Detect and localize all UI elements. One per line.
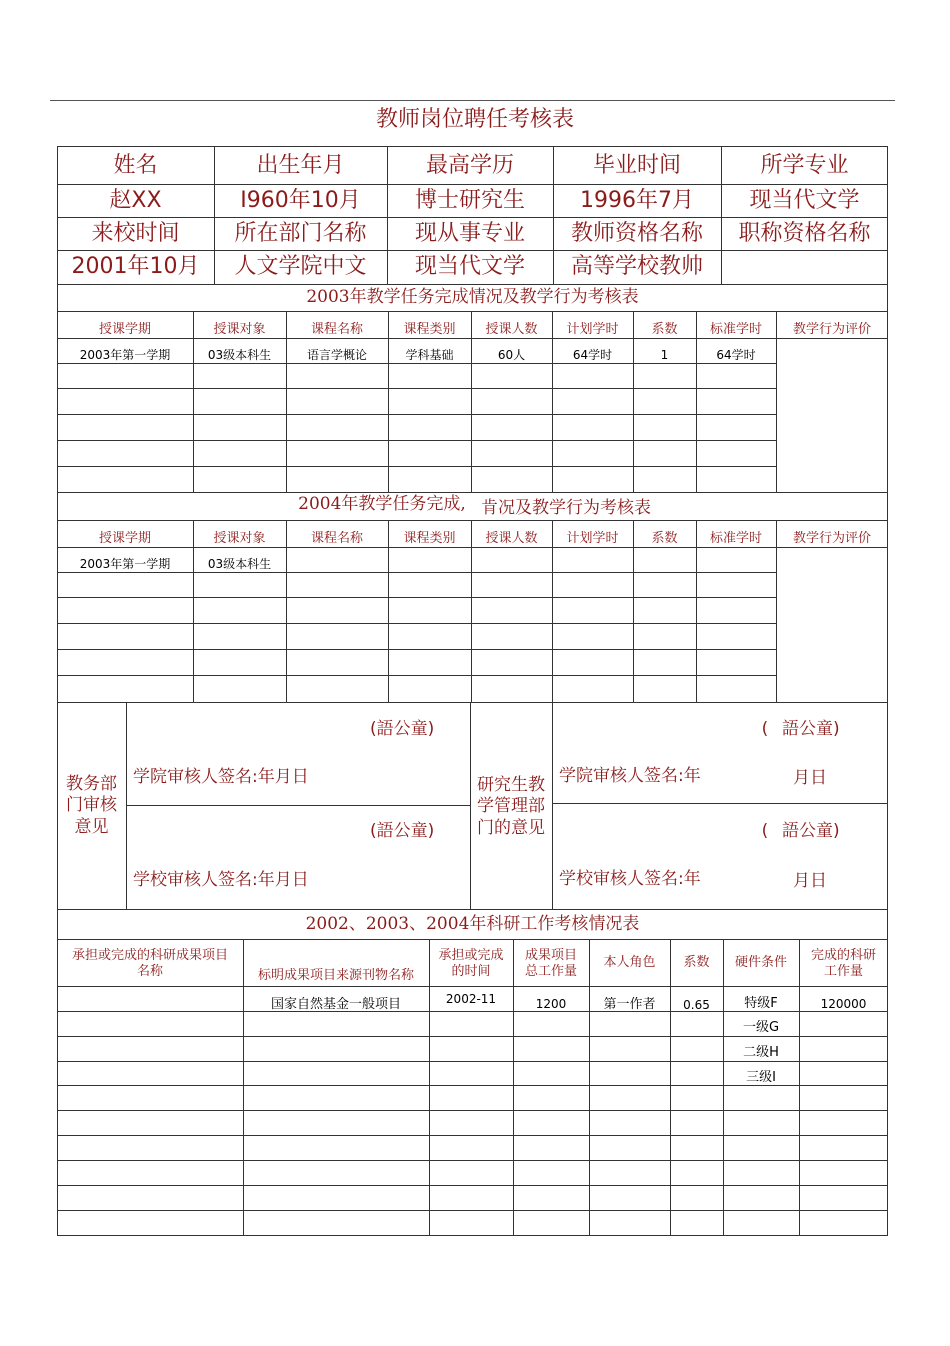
header-name: 姓名 bbox=[113, 152, 158, 178]
academic-affairs-label-line2: 门审核 bbox=[66, 795, 117, 816]
t03-row1-category: 学科基础 bbox=[405, 347, 454, 362]
t04-header-semester: 授课学期 bbox=[98, 530, 151, 546]
left-college-seal: (語公童) bbox=[370, 719, 435, 740]
research-row1-time: 2002-11 bbox=[445, 991, 497, 1006]
value-department: 人文学院中文 bbox=[234, 254, 367, 280]
t03-row1-course: 语言学概论 bbox=[306, 347, 367, 362]
research-row1-hardware: 特级F bbox=[744, 995, 778, 1011]
right-college-seal: 語公童) bbox=[782, 719, 840, 740]
header-graduation: 毕业时间 bbox=[592, 152, 681, 178]
graduate-office-label bbox=[470, 768, 552, 846]
t04-row1-semester: 2003年第一学期 bbox=[79, 556, 171, 571]
header-degree: 最高学历 bbox=[425, 152, 514, 178]
t04-row1-audience: 03级本科生 bbox=[207, 556, 272, 571]
t03-header-category: 课程类别 bbox=[403, 321, 456, 337]
t04-header-course: 课程名称 bbox=[310, 530, 363, 546]
t04-header-standard-hours: 标准学时 bbox=[709, 530, 762, 546]
research-header-source: 标明成果项目来源刊物名称 bbox=[257, 967, 414, 983]
value-major: 现当代文学 bbox=[749, 187, 860, 213]
t03-header-audience: 授课对象 bbox=[213, 321, 266, 337]
right-school-seal-open: ( bbox=[761, 821, 769, 842]
t03-row1-audience: 03级本科生 bbox=[207, 347, 272, 362]
research-header-workload bbox=[513, 944, 589, 984]
t03-header-semester: 授课学期 bbox=[98, 321, 151, 337]
value-title-qualification bbox=[721, 250, 888, 284]
right-school-signature: 学校审核人签名:年 bbox=[559, 869, 701, 890]
top-rule bbox=[50, 100, 895, 101]
t03-header-coefficient: 系数 bbox=[651, 321, 678, 337]
research-header-project bbox=[57, 944, 243, 984]
t03-header-planned-hours: 计划学时 bbox=[566, 321, 619, 337]
teaching-2004-title-a: 2004年教学任务完成, bbox=[298, 494, 466, 515]
t03-row1-coefficient: 1 bbox=[660, 347, 669, 362]
right-college-seal-open: ( bbox=[761, 719, 769, 740]
left-school-seal: (語公童) bbox=[370, 821, 435, 842]
academic-affairs-label bbox=[57, 768, 126, 844]
research-header-time bbox=[429, 944, 513, 984]
header-join-date: 来校时间 bbox=[91, 220, 180, 246]
research-row1-source: 国家自然基金一般项目 bbox=[270, 996, 401, 1012]
value-graduation: 1996年7月 bbox=[580, 187, 694, 213]
research-header-workload-line1: 成果项目 bbox=[524, 947, 577, 963]
research-row1-completed: 120000 bbox=[820, 996, 867, 1011]
t04-header-audience: 授课对象 bbox=[213, 530, 266, 546]
research-header-role: 本人角色 bbox=[603, 954, 656, 970]
header-current-field: 现从事专业 bbox=[414, 220, 525, 246]
t04-header-category: 课程类别 bbox=[403, 530, 456, 546]
t03-header-standard-hours: 标准学时 bbox=[709, 321, 762, 337]
graduate-office-label-line3: 门的意见 bbox=[477, 817, 545, 838]
value-teacher-qualification: 高等学校教帅 bbox=[570, 254, 703, 280]
value-join-date: 2001年10月 bbox=[71, 254, 200, 280]
research-header-project-line1: 承担或完成的科研成果项目 bbox=[71, 947, 228, 963]
t03-header-evaluation: 教学行为评价 bbox=[792, 321, 871, 337]
research-header-project-line2: 名称 bbox=[136, 964, 163, 979]
header-birth: 出生年月 bbox=[256, 152, 345, 178]
academic-affairs-label-line3: 意见 bbox=[74, 816, 109, 837]
research-row1-workload: 1200 bbox=[535, 996, 567, 1011]
research-title: 2002、2003、2004年科研工作考核情况表 bbox=[305, 913, 640, 934]
page-title: 教师岗位聘任考核表 bbox=[375, 107, 574, 132]
t03-row1-semester: 2003年第一学期 bbox=[79, 347, 171, 362]
left-school-signature: 学校审核人签名:年月日 bbox=[133, 870, 309, 891]
t03-row1-students: 60人 bbox=[497, 347, 526, 362]
hardware-level-1: 一级G bbox=[742, 1019, 780, 1035]
hardware-level-3: 三级I bbox=[746, 1069, 776, 1085]
t03-header-course: 课程名称 bbox=[310, 321, 363, 337]
research-row1-role: 第一作者 bbox=[603, 996, 656, 1012]
right-college-signature: 学院审核人签名:年 bbox=[559, 766, 701, 787]
value-birth: I960年10月 bbox=[240, 187, 361, 213]
research-header-coefficient: 系数 bbox=[683, 954, 710, 970]
left-college-signature: 学院审核人签名:年月日 bbox=[133, 767, 309, 788]
t03-header-students: 授课人数 bbox=[485, 321, 538, 337]
header-major: 所学专业 bbox=[760, 152, 849, 178]
research-header-completed-line2: 工作量 bbox=[823, 964, 863, 979]
graduate-office-label-line2: 学管理部 bbox=[477, 796, 545, 817]
hardware-level-2: 二级H bbox=[743, 1044, 779, 1060]
right-college-month-day: 月日 bbox=[793, 768, 827, 789]
header-department: 所在部门名称 bbox=[234, 220, 367, 246]
t04-header-planned-hours: 计划学时 bbox=[566, 530, 619, 546]
research-header-time-line1: 承担或完成 bbox=[438, 947, 504, 963]
t03-row1-planned-hours: 64学时 bbox=[572, 347, 613, 362]
t03-row1-standard-hours: 64学时 bbox=[716, 347, 756, 362]
graduate-office-label-line1: 研究生教 bbox=[477, 775, 545, 796]
teaching-2003-title: 2003年教学任务完成情况及教学行为考核表 bbox=[306, 286, 639, 307]
research-header-hardware: 硬件条件 bbox=[734, 954, 787, 970]
t04-header-coefficient: 系数 bbox=[651, 530, 678, 546]
t04-header-evaluation: 教学行为评价 bbox=[792, 530, 871, 546]
teaching-2004-title-b: 肯况及教学行为考核表 bbox=[481, 498, 651, 519]
research-header-workload-line2: 总工作量 bbox=[524, 964, 577, 979]
research-header-completed bbox=[799, 944, 888, 984]
header-teacher-qualification: 教师资格名称 bbox=[570, 220, 703, 246]
academic-affairs-label-line1: 教务部 bbox=[66, 774, 117, 795]
value-degree: 博士研究生 bbox=[414, 187, 525, 213]
value-name: 赵XX bbox=[109, 187, 162, 213]
value-current-field: 现当代文学 bbox=[414, 254, 525, 280]
right-school-month-day: 月日 bbox=[793, 871, 827, 892]
research-header-completed-line1: 完成的科研 bbox=[810, 947, 876, 963]
header-title-qualification: 职称资格名称 bbox=[738, 220, 871, 246]
research-row1-coefficient: 0.65 bbox=[683, 997, 710, 1012]
right-school-seal: 語公童) bbox=[782, 821, 840, 842]
t04-header-students: 授课人数 bbox=[485, 530, 538, 546]
research-header-time-line2: 的时间 bbox=[451, 964, 491, 979]
